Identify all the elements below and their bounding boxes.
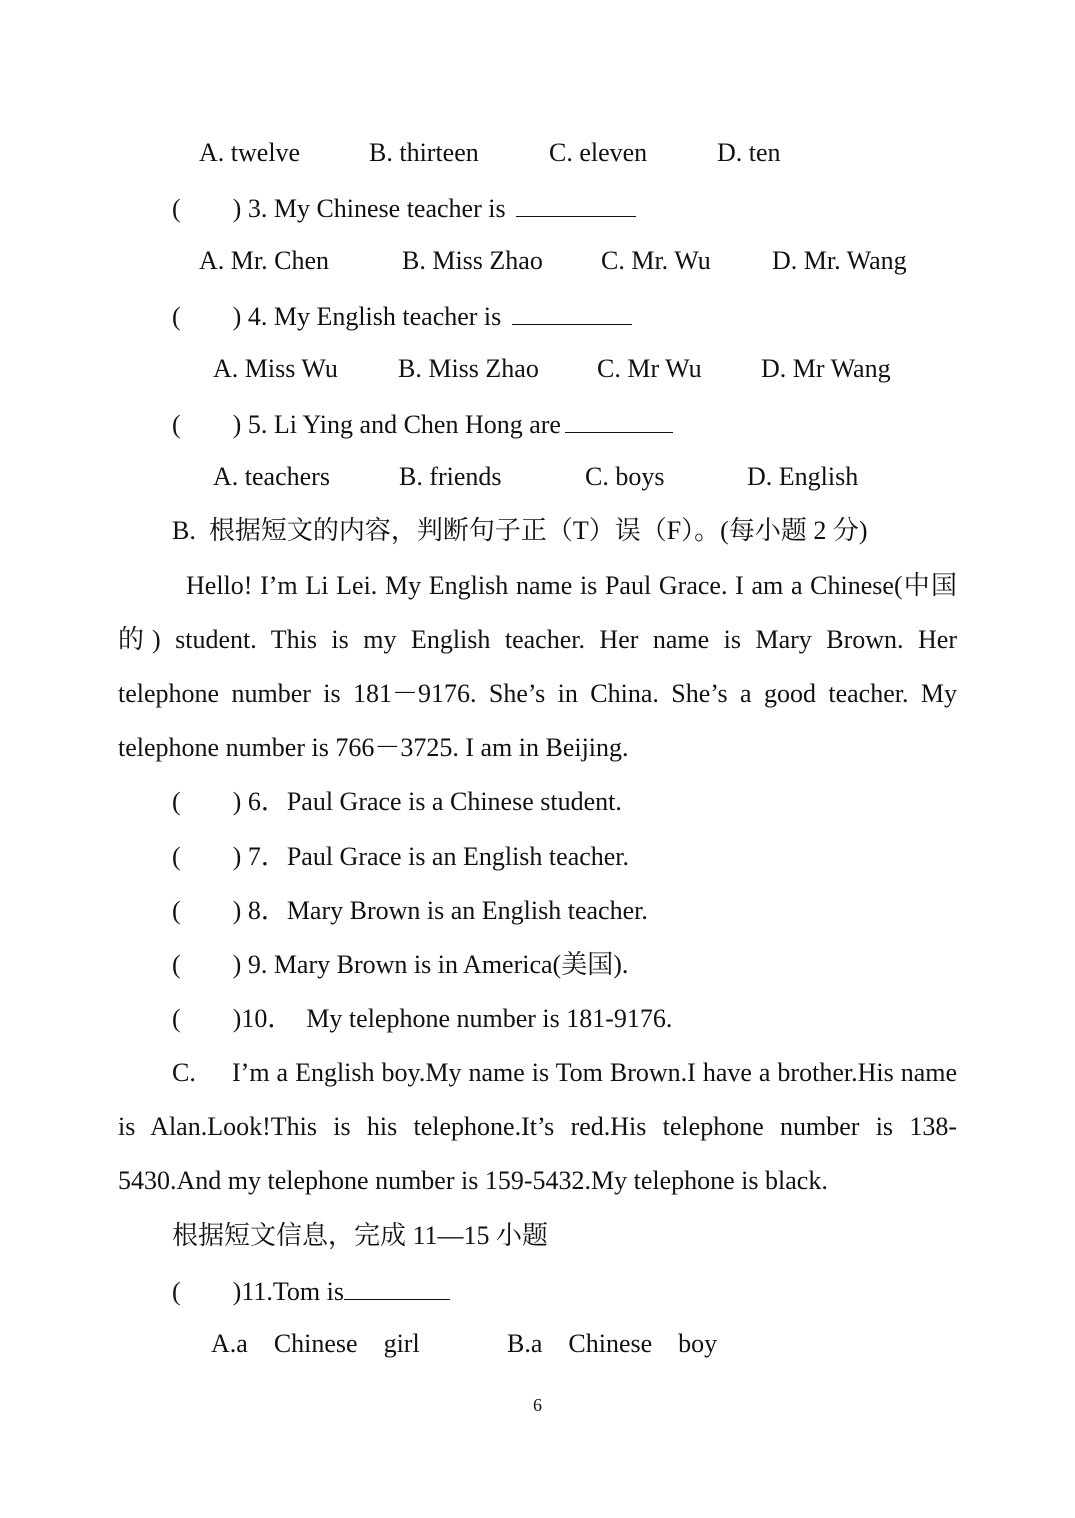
- q2-option-a: A. twelve: [199, 138, 301, 167]
- section-c-instruction: 根据短文信息，完成 11—15 小题: [172, 1221, 549, 1250]
- q3-answer-bracket[interactable]: ( ): [172, 194, 242, 223]
- q3-text: 3. My Chinese teacher is: [241, 194, 513, 223]
- q3-option-b: B. Miss Zhao: [402, 246, 543, 275]
- q4-blank[interactable]: [512, 298, 632, 325]
- q2-option-d: D. ten: [717, 138, 781, 167]
- q3-option-c: C. Mr. Wu: [601, 246, 711, 275]
- tf-item-6[interactable]: ( ) 6．Paul Grace is a Chinese student.: [172, 787, 622, 816]
- tf-item-8[interactable]: ( ) 8．Mary Brown is an English teacher.: [172, 896, 648, 925]
- q11-blank[interactable]: [344, 1273, 450, 1300]
- q5-text: 5. Li Ying and Chen Hong are: [241, 410, 561, 439]
- q4-text: 4. My English teacher is: [241, 302, 508, 331]
- tf-item-9[interactable]: ( ) 9. Mary Brown is in America(美国).: [172, 950, 629, 979]
- q5-question: [172, 406, 673, 442]
- q5-option-a: A. teachers: [213, 462, 330, 491]
- q4-question: [172, 298, 632, 334]
- q3-question: [172, 190, 636, 226]
- q2-option-b: B. thirteen: [369, 138, 479, 167]
- q5-option-b: B. friends: [399, 462, 502, 491]
- q5-option-d: D. English: [747, 462, 859, 491]
- tf-item-7[interactable]: ( ) 7．Paul Grace is an English teacher.: [172, 842, 630, 871]
- tf-item-10[interactable]: ( )10． My telephone number is 181-9176.: [172, 1004, 673, 1033]
- section-c-label: C.: [172, 1058, 196, 1087]
- q4-option-c: C. Mr Wu: [597, 354, 702, 383]
- section-b-heading: B. 根据短文的内容，判断句子正（T）误（F）。(每小题 2 分): [172, 516, 868, 545]
- q3-option-d: D. Mr. Wang: [772, 246, 907, 275]
- q5-option-c: C. boys: [585, 462, 665, 491]
- section-c-passage: I’m a English boy.My name is Tom Brown.I have a brother.His name is Alan.Look!This is his telephone.It’s red.His telephone number is 138-5430.And my telephone number is 159-5432.My telephone is black.: [118, 1058, 957, 1195]
- q11-option-a: A.a Chinese girl: [211, 1329, 420, 1358]
- q3-option-a: A. Mr. Chen: [199, 246, 329, 275]
- q4-option-b: B. Miss Zhao: [398, 354, 539, 383]
- q4-answer-bracket[interactable]: ( ): [172, 302, 242, 331]
- page-number: 6: [533, 1395, 542, 1415]
- q4-option-a: A. Miss Wu: [213, 354, 338, 383]
- q11-text[interactable]: ( )11.Tom is: [172, 1277, 344, 1306]
- q2-option-c: C. eleven: [549, 138, 648, 167]
- q5-answer-bracket[interactable]: ( ): [172, 410, 242, 439]
- section-b-passage: Hello! I’m Li Lei. My English name is Paul Grace. I am a Chinese(中国的) student. This is my English teacher. Her name is Mary Brown. Her telephone number is 181－9176. She’s in China. She’s a good teacher. My telephone number is 766－3725. I am in Beijing.: [118, 571, 958, 762]
- q4-option-d: D. Mr Wang: [761, 354, 891, 383]
- q3-blank[interactable]: [516, 190, 636, 217]
- q11-option-b: B.a Chinese boy: [507, 1329, 718, 1358]
- q11-question: [172, 1273, 450, 1309]
- q5-blank[interactable]: [565, 406, 673, 433]
